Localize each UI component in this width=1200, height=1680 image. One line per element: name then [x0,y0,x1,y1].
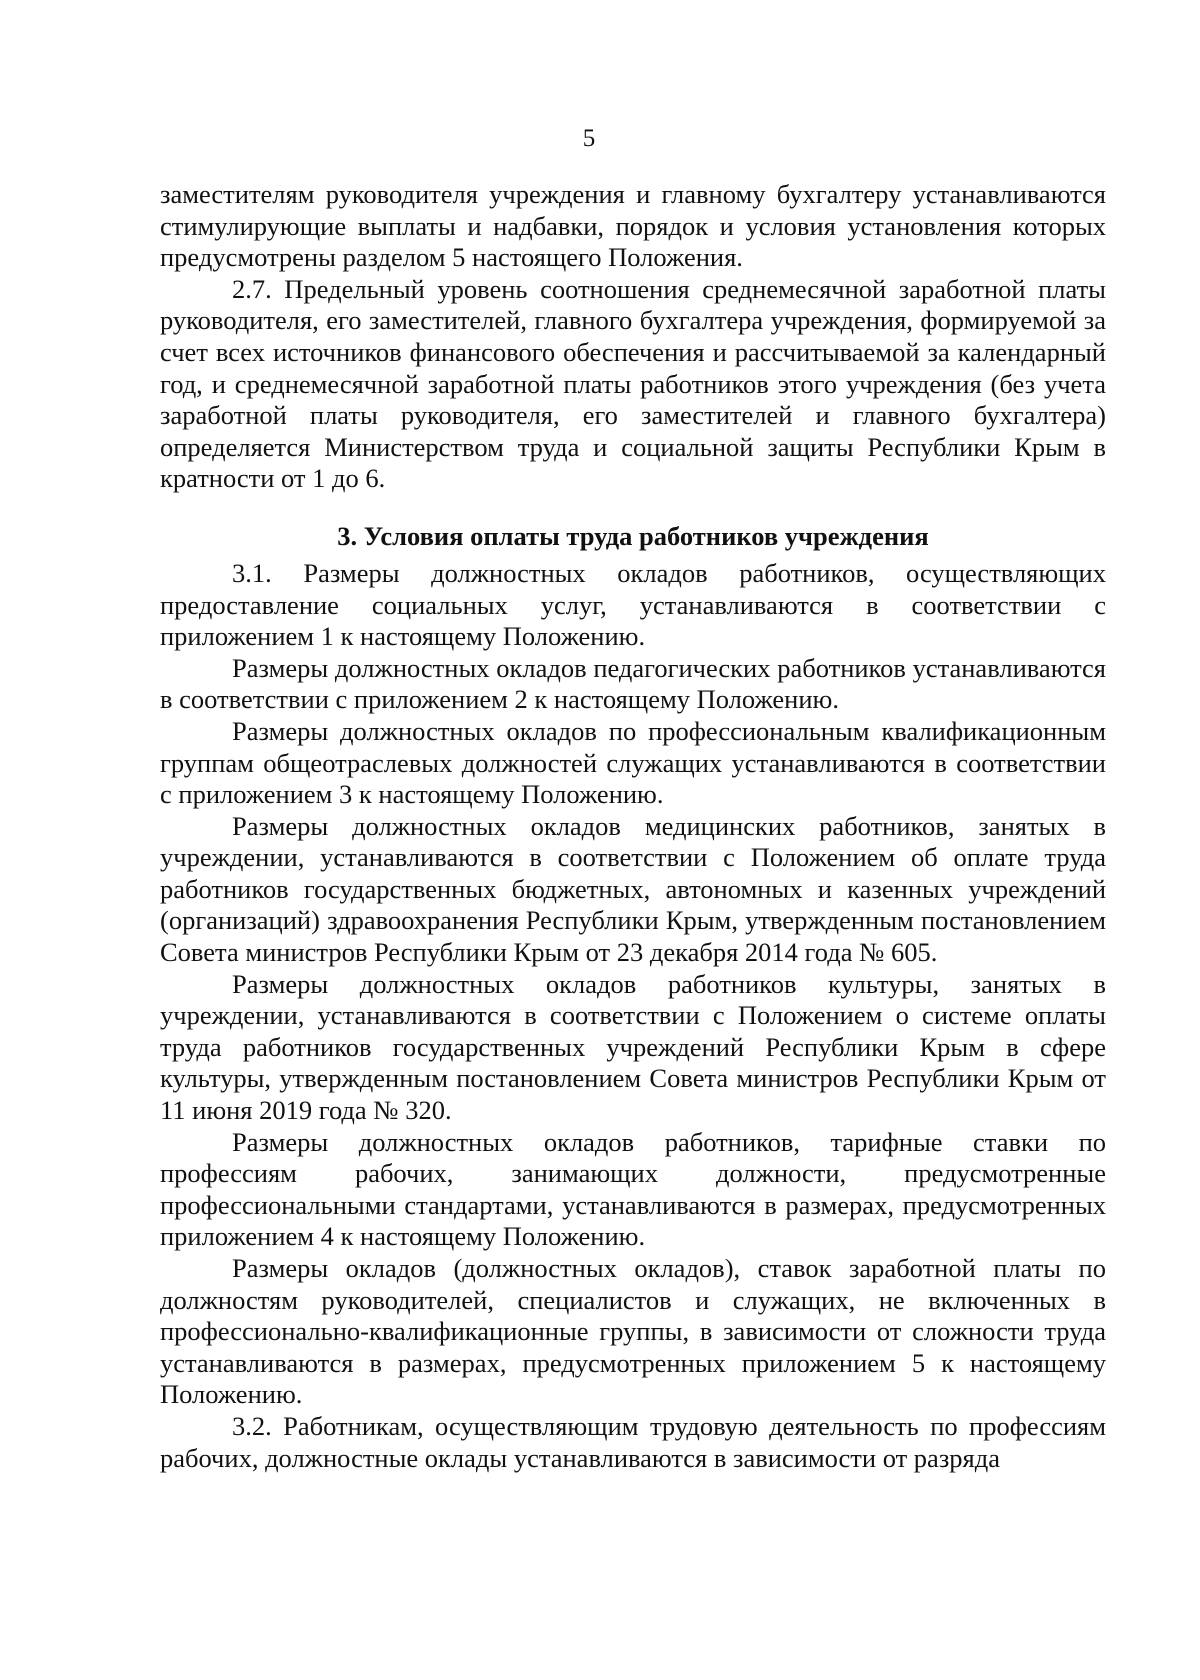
paragraph-general-staff-salaries: Размеры должностных окладов по профессиональным квалификационным группам общеотраслевых должностей служащих устанавливаются в соответствии с приложением 3 к настоящему Положению. [160,715,1106,810]
section-heading: 3. Условия оплаты труда работников учреждения [337,520,929,551]
paragraph-medical-salaries: Размеры должностных окладов медицинских работников, занятых в учреждении, устанавливаются в соответствии с Положением об оплате труда работников государственных бюджетных, автономных и казенных учреждений (организаций) здравоохранения Республики Крым, утвержденным постановлением Совета министров Республики Крым от 23 декабря 2014 года № 605. [160,810,1106,968]
document-body [160,179,1106,1474]
paragraph-professional-standards: Размеры должностных окладов работников, тарифные ставки по профессиям рабочих, занимающих должности, предусмотренные профессиональными стандартами, устанавливаются в размерах, предусмотренных приложением 4 к настоящему Положению. [160,1126,1106,1252]
page-number: 5 [582,125,596,152]
paragraph-3-2: 3.2. Работникам, осуществляющим трудовую деятельность по профессиям рабочих, должностные оклады устанавливаются в зависимости от разряда [160,1410,1106,1473]
paragraph-unclassified-positions: Размеры окладов (должностных окладов), ставок заработной платы по должностям руководителей, специалистов и служащих, не включенных в профессионально-квалификационные группы, в зависимости от сложности труда устанавливаются в размерах, предусмотренных приложением 5 к настоящему Положению. [160,1253,1106,1410]
paragraph-2-7: 2.7. Предельный уровень соотношения среднемесячной заработной платы руководителя, его заместителей, главного бухгалтера учреждения, формируемой за счет всех источников финансового обеспечения и рассчитываемой за календарный год, и среднемесячной заработной платы работников этого учреждения (без учета заработной платы руководителя, его заместителей и главного бухгалтера) определяется Министерством труда и социальной защиты Республики Крым в кратности от 1 до 6. [160,273,1106,494]
paragraph-continuation: заместителям руководителя учреждения и главному бухгалтеру устанавливаются стимулирующие выплаты и надбавки, порядок и условия установления которых предусмотрены разделом 5 настоящего Положения. [160,179,1106,273]
paragraph-culture-salaries: Размеры должностных окладов работников культуры, занятых в учреждении, устанавливаются в соответствии с Положением о системе оплаты труда работников государственных учреждений Республики Крым в сфере культуры, утвержденным постановлением Совета министров Республики Крым от 11 июня 2019 года № 320. [160,968,1106,1126]
paragraph-3-1: 3.1. Размеры должностных окладов работников, осуществляющих предоставление социальных услуг, устанавливаются в соответствии с приложением 1 к настоящему Положению. [160,557,1106,652]
paragraph-pedagogical-salaries: Размеры должностных окладов педагогических работников устанавливаются в соответствии с приложением 2 к настоящему Положению. [160,652,1106,715]
